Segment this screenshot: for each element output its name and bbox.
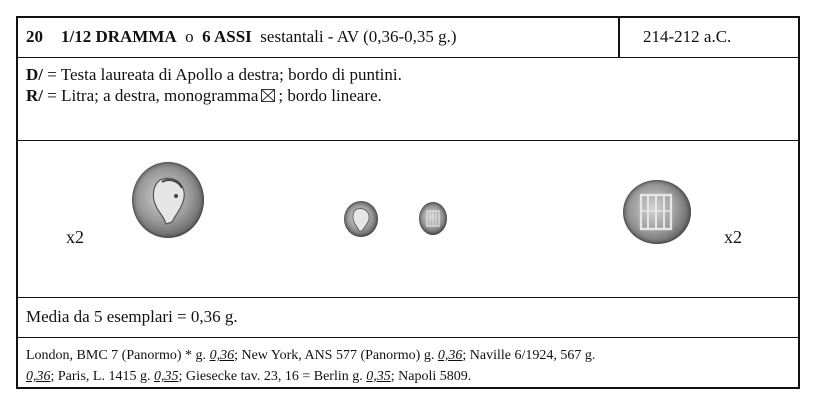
description-row (18, 58, 798, 141)
coin-catalog-card (16, 16, 800, 389)
date-range: 214-212 a.C. (643, 27, 732, 46)
apollo-head-icon (132, 162, 204, 238)
references-line-2 (26, 369, 471, 385)
ref-text: ; Giesecke tav. 23, 16 = Berlin g. (178, 369, 367, 384)
obverse-line (26, 65, 402, 85)
reverse-text-end: ; bordo lineare. (278, 86, 382, 105)
obverse-text: = Testa laureata di Apollo a destra; bordo di puntini. (47, 65, 402, 84)
left-scale-label: x2 (66, 227, 84, 247)
reverse-coin-enlarged (623, 180, 691, 244)
apollo-head-small-icon (344, 201, 378, 237)
obverse-label: D/ (26, 65, 43, 84)
ref-weight: 0,35 (153, 369, 179, 384)
monogram-icon (261, 89, 275, 102)
ref-weight: 0,36 (437, 348, 463, 363)
litra-icon (623, 180, 691, 244)
denomination: 1/12 DRAMMA (61, 27, 177, 46)
references-row (18, 338, 798, 387)
ref-weight: 0,35 (366, 369, 391, 384)
ref-weight: 0,36 (26, 369, 51, 384)
ref-text: London, BMC 7 (Panormo) * g. (26, 348, 210, 363)
header-row (18, 18, 798, 58)
reverse-text: = Litra; a destra, monogramma (47, 86, 259, 105)
entry-title (26, 27, 457, 47)
ref-text: ; New York, ANS 577 (Panormo) g. (234, 348, 438, 363)
obverse-coin-actual (344, 201, 378, 237)
ref-text: ; Paris, L. 1415 g. (50, 369, 154, 384)
reverse-line (26, 86, 382, 106)
reverse-coin-actual (419, 202, 447, 235)
header-divider (618, 18, 620, 58)
ref-weight: 0,36 (209, 348, 235, 363)
reverse-label: R/ (26, 86, 43, 105)
entry-number: 20 (26, 27, 43, 46)
images-row (18, 141, 798, 298)
series-description: sestantali - AV (0,36-0,35 g.) (260, 27, 457, 46)
right-scale-label: x2 (724, 227, 742, 247)
ref-text: ; Napoli 5809. (390, 369, 472, 384)
obverse-coin-enlarged (132, 162, 204, 238)
average-weight: Media da 5 esemplari = 0,36 g. (26, 307, 238, 326)
ref-text: ; Naville 6/1924, 567 g. (462, 348, 596, 363)
average-row (18, 298, 798, 338)
conjunction: o (185, 27, 194, 46)
references-line-1 (26, 348, 595, 364)
asses-value: 6 ASSI (202, 27, 252, 46)
litra-small-icon (419, 202, 447, 235)
